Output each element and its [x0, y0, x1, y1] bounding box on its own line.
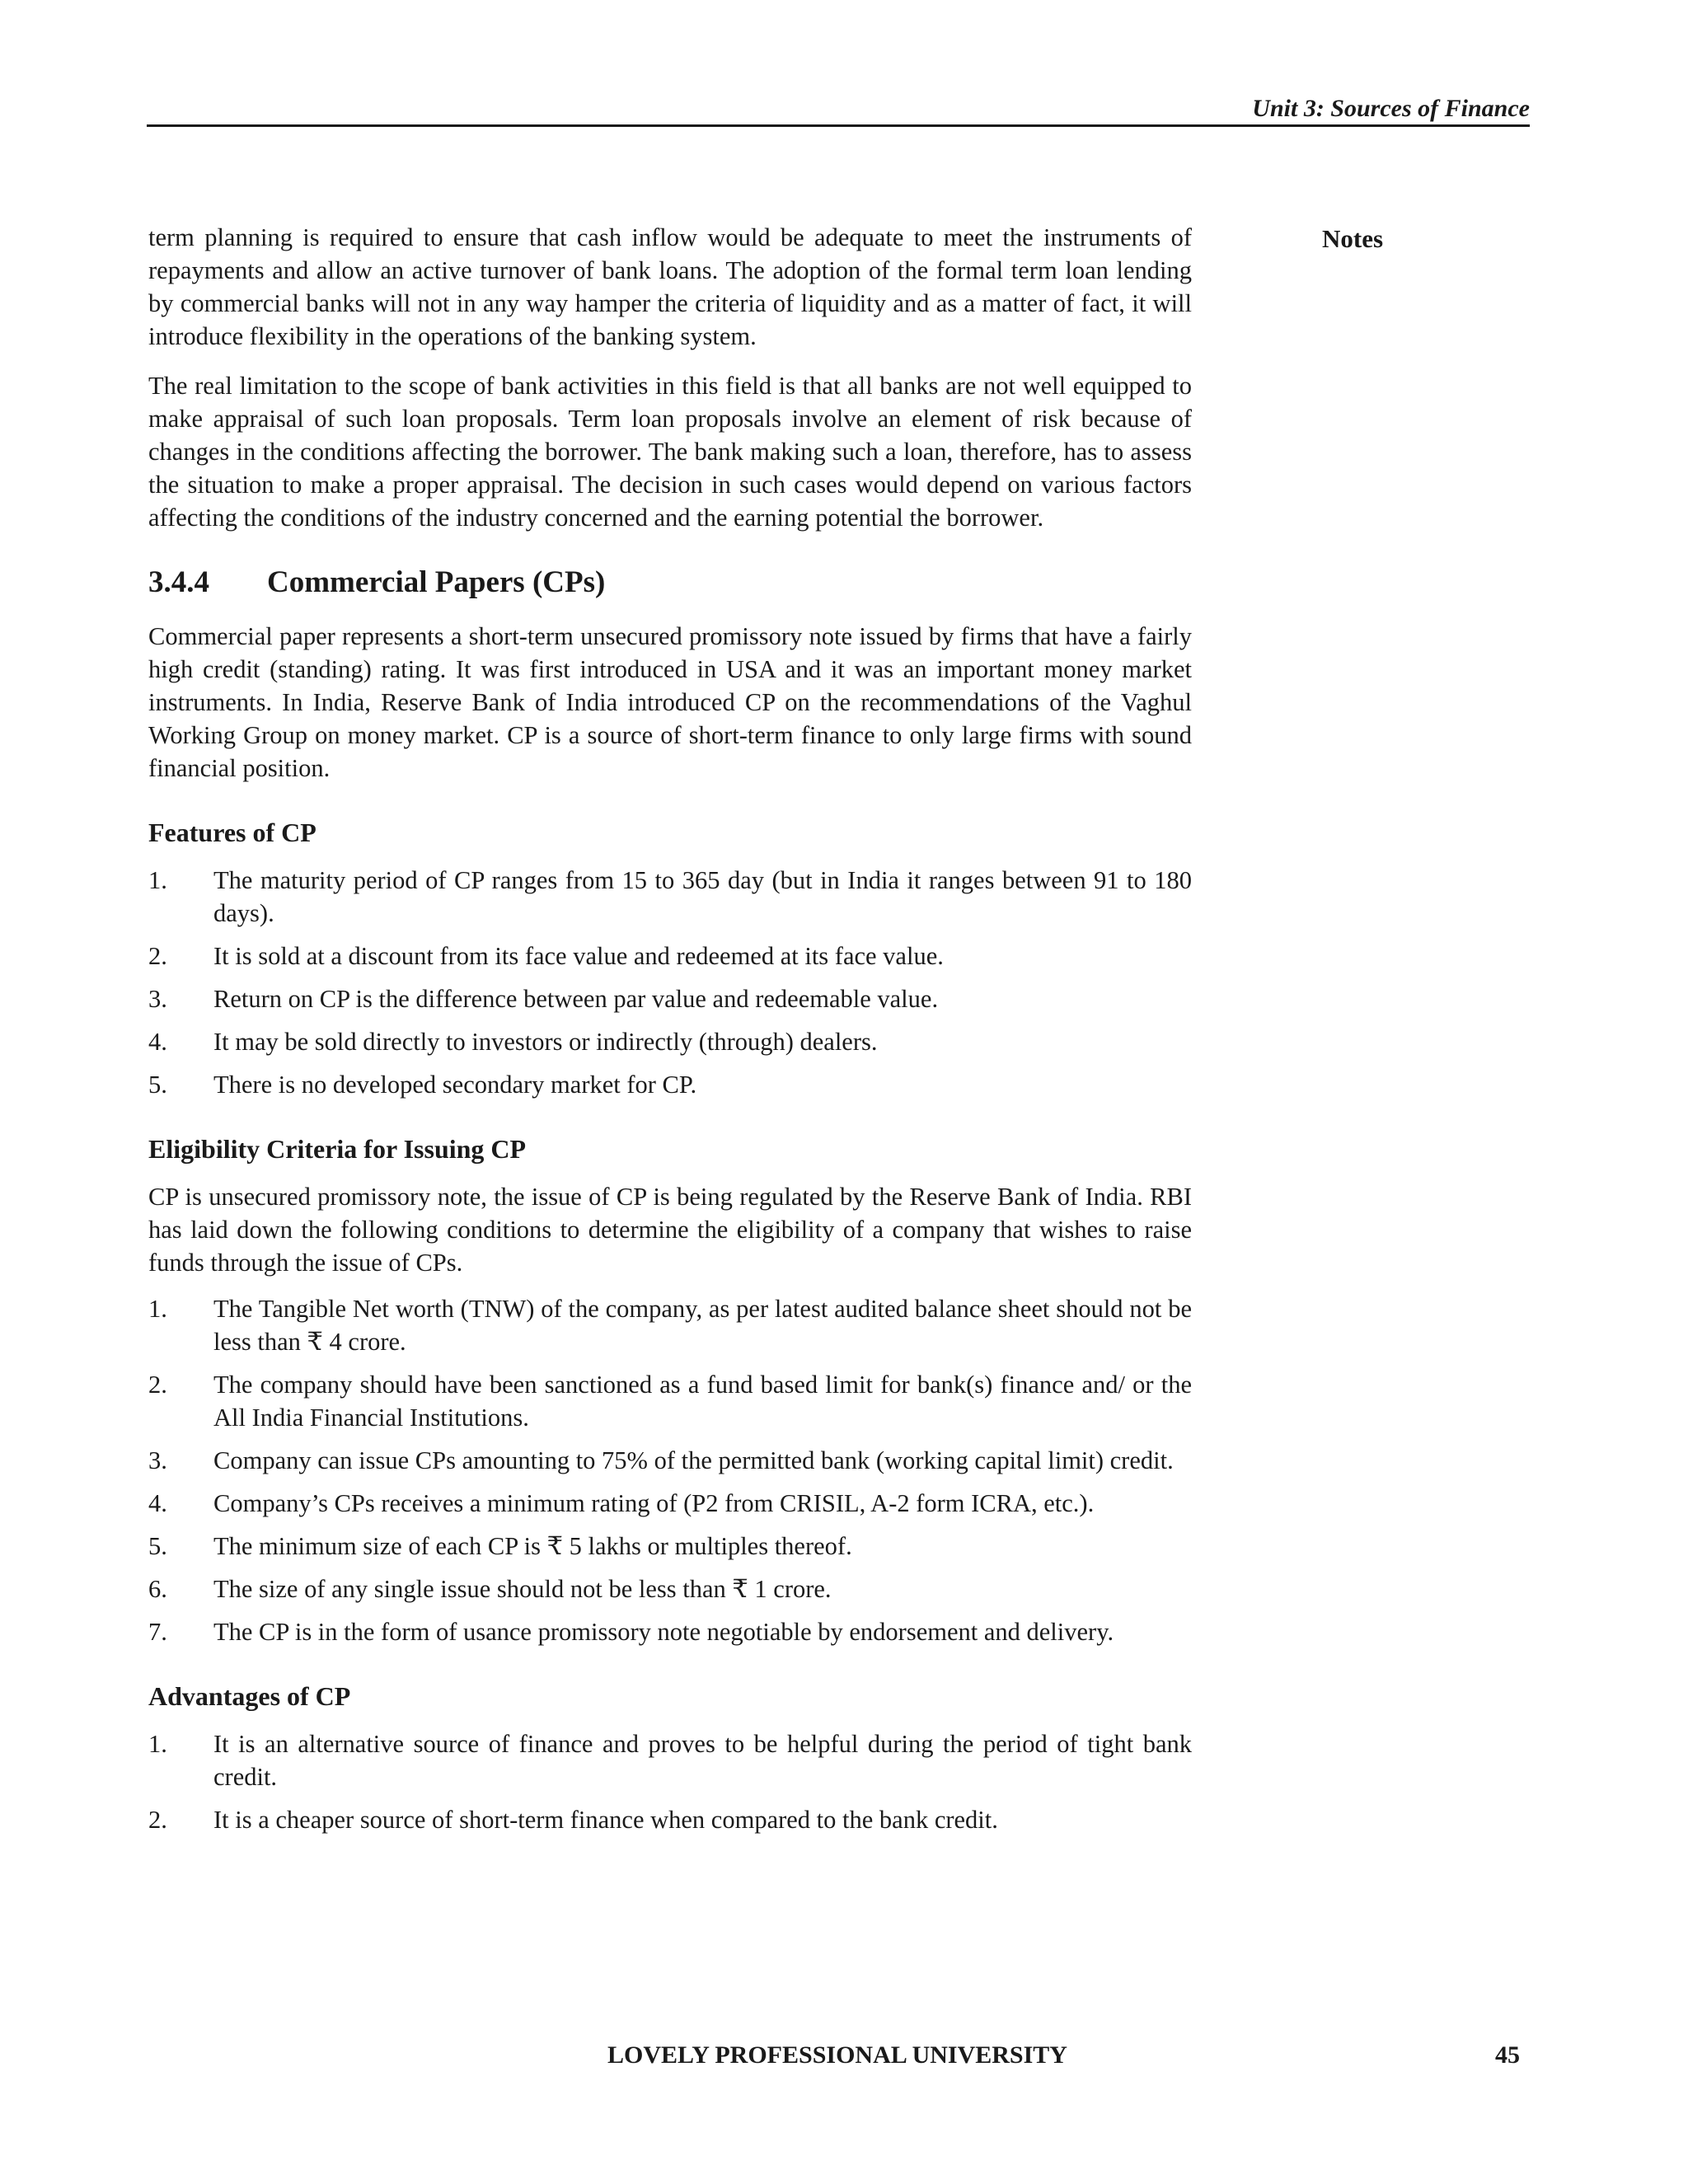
list-item-number: 1.: [148, 1295, 167, 1323]
list-item: [148, 1803, 1192, 1836]
list-item-number: 7.: [148, 1618, 167, 1646]
list-item-text: The CP is in the form of usance promissory note negotiable by endorsement and delivery.: [213, 1618, 1114, 1646]
footer-page-number: 45: [1495, 2041, 1520, 2069]
list-item-number: 1.: [148, 866, 167, 894]
section-number: 3.4.4: [148, 565, 209, 599]
running-head-title: Unit 3: Sources of Finance: [1252, 95, 1530, 122]
paragraph-cp-intro: Commercial paper represents a short-term unsecured promissory note issued by firms that have a fairly high credit (standing) rating. It was first introduced in USA and it was an important money market instruments. In India, Reserve Bank of India introduced CP on the recommendations of the Vaghul Working Group on money market. CP is a source of short-term finance to only large firms with sound financial position.: [148, 622, 1192, 782]
list-item-text: The maturity period of CP ranges from 15 to 365 day (but in India it ranges between 91 to 180 days).: [213, 866, 1192, 927]
list-item-text: The minimum size of each CP is ₹ 5 lakhs or multiples thereof.: [213, 1532, 852, 1560]
list-item-text: The Tangible Net worth (TNW) of the company, as per latest audited balance sheet should not be less than ₹ 4 crore.: [213, 1295, 1192, 1356]
list-item-text: It may be sold directly to investors or indirectly (through) dealers.: [213, 1028, 878, 1056]
advantages-list: [148, 1727, 1192, 1836]
list-item: [148, 1025, 1192, 1058]
margin-notes-label: Notes: [1322, 224, 1384, 253]
list-item-text: The company should have been sanctioned as a fund based limit for bank(s) finance and/ or the All India Financial Institutions.: [213, 1371, 1192, 1432]
list-item-number: 2.: [148, 942, 167, 970]
list-item-number: 5.: [148, 1532, 167, 1560]
list-item: [148, 940, 1192, 972]
list-item-number: 6.: [148, 1575, 167, 1603]
list-item: [148, 1368, 1192, 1434]
list-item-text: Company can issue CPs amounting to 75% of the permitted bank (working capital limit) credit.: [213, 1446, 1174, 1474]
main-text-column: [148, 221, 1192, 1836]
features-heading: Features of CP: [148, 818, 316, 847]
list-item-number: 3.: [148, 985, 167, 1013]
list-item-number: 1.: [148, 1730, 167, 1758]
list-item: [148, 1444, 1192, 1477]
list-item: [148, 1487, 1192, 1520]
list-item-number: 5.: [148, 1071, 167, 1099]
list-item-text: Company’s CPs receives a minimum rating of (P2 from CRISIL, A-2 form ICRA, etc.).: [213, 1489, 1095, 1517]
footer-university-name: LOVELY PROFESSIONAL UNIVERSITY: [607, 2041, 1067, 2069]
eligibility-heading: Eligibility Criteria for Issuing CP: [148, 1134, 527, 1164]
advantages-heading: Advantages of CP: [148, 1681, 351, 1711]
list-item-text: The size of any single issue should not be less than ₹ 1 crore.: [213, 1575, 832, 1603]
list-item-text: It is sold at a discount from its face value and redeemed at its face value.: [213, 942, 944, 970]
header-rule: [147, 124, 1530, 127]
list-item: [148, 864, 1192, 930]
list-item: [148, 1530, 1192, 1563]
list-item: [148, 1292, 1192, 1358]
section-title: Commercial Papers (CPs): [267, 565, 606, 599]
list-item-number: 2.: [148, 1371, 167, 1399]
list-item-text: Return on CP is the difference between par value and redeemable value.: [213, 985, 939, 1013]
list-item-number: 2.: [148, 1806, 167, 1834]
list-item-text: It is a cheaper source of short-term finance when compared to the bank credit.: [213, 1806, 998, 1834]
list-item: [148, 1572, 1192, 1605]
paragraph-term-planning: term planning is required to ensure that cash inflow would be adequate to meet the instruments of repayments and allow an active turnover of bank loans. The adoption of the formal term loan lending by commercial banks will not in any way hamper the criteria of liquidity and as a matter of fact, it will introduce flexibility in the operations of the banking system.: [148, 223, 1192, 350]
paragraph-real-limitation: The real limitation to the scope of bank activities in this field is that all banks are not well equipped to make appraisal of such loan proposals. Term loan proposals involve an element of risk because of changes in the conditions affecting the borrower. The bank making such a loan, therefore, has to assess the situation to make a proper appraisal. The decision in such cases would depend on various factors affecting the conditions of the industry concerned and the earning potential the borrower.: [148, 372, 1192, 532]
list-item-text: It is an alternative source of finance and proves to be helpful during the period of tight bank credit.: [213, 1730, 1192, 1791]
list-item-number: 4.: [148, 1489, 167, 1517]
features-list: [148, 864, 1192, 1101]
list-item-text: There is no developed secondary market for CP.: [213, 1071, 697, 1099]
eligibility-list: [148, 1292, 1192, 1648]
list-item: [148, 1068, 1192, 1101]
list-item-number: 3.: [148, 1446, 167, 1474]
section-heading: [148, 564, 1192, 602]
list-item: [148, 982, 1192, 1015]
list-item: [148, 1615, 1192, 1648]
list-item: [148, 1727, 1192, 1793]
list-item-number: 4.: [148, 1028, 167, 1056]
paragraph-eligibility-intro: CP is unsecured promissory note, the issue of CP is being regulated by the Reserve Bank of India. RBI has laid down the following conditions to determine the eligibility of a company that wishes to raise funds through the issue of CPs.: [148, 1183, 1192, 1277]
